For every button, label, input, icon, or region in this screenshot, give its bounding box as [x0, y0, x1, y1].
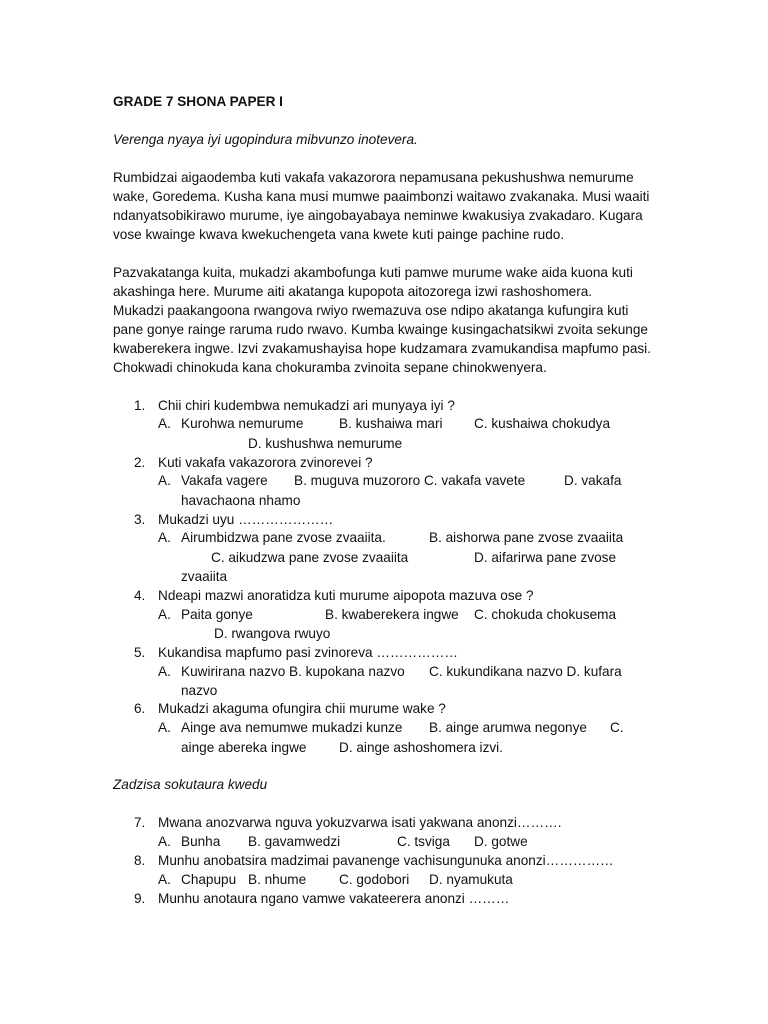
option-b: B. kushaiwa mari	[339, 416, 443, 431]
option-a: Vakafa vagere	[181, 473, 268, 488]
option-c: C. chokuda chokusema	[474, 607, 617, 622]
question-number: 4.	[134, 588, 146, 603]
paragraph-line: akashinga here. Murume aiti akatanga kupopota aitozorega izwi rashoshomera.	[113, 284, 593, 299]
question-number: 3.	[134, 512, 146, 527]
option-d: D. vakafa	[564, 473, 622, 488]
paragraph-line: Rumbidzai aigaodemba kuti vakafa vakazorora nepamusana pekushushwa nemurume	[113, 170, 634, 185]
option-d-continued: zvaaiita	[181, 569, 228, 584]
paragraph-line: Pazvakatanga kuita, mukadzi akambofunga kuti pamwe murume wake aida kuona kuti	[113, 265, 633, 280]
paragraph-line: wake, Goredema. Kusha kana musi mumwe paaimbonzi waitawo zvakanaka. Musi waaiti	[113, 189, 650, 204]
option-d: D. ainge ashoshomera izvi.	[339, 740, 503, 755]
option-a: Kurohwa nemurume	[181, 416, 304, 431]
question-text: Munhu anobatsira madzimai pavanenge vachisungunuka anonzi……………	[158, 853, 614, 868]
option-label: A.	[158, 664, 171, 679]
option-label: A.	[158, 530, 171, 545]
option-d-continued: havachaona nhamo	[181, 493, 301, 508]
option-d-continued: nazvo	[181, 683, 218, 698]
option-c: C. godobori	[339, 872, 410, 887]
paragraph-line: kwaberekera ingwe. Izvi zvakamushayisa hope kudzamara zvamukandisa mapfumo pasi.	[113, 341, 651, 356]
question-text: Mukadzi uyu …………………	[158, 512, 334, 527]
question-number: 7.	[134, 815, 146, 830]
option-a: Airumbidzwa pane zvose zvaaiita.	[181, 530, 386, 545]
question-number: 8.	[134, 853, 146, 868]
option-b: B. gavamwedzi	[248, 834, 341, 849]
option-label: A.	[158, 607, 171, 622]
question-text: Munhu anotaura ngano vamwe vakateerera anonzi ………	[158, 891, 510, 906]
option-a: Chapupu	[181, 872, 237, 887]
option-c: C. aikudzwa pane zvose zvaaiita	[211, 550, 409, 565]
page-title: GRADE 7 SHONA PAPER I	[113, 94, 283, 109]
option-b: B. aishorwa pane zvose zvaaiita	[429, 530, 624, 545]
option-b: B. nhume	[248, 872, 307, 887]
option-c: C. tsviga	[397, 834, 450, 849]
paragraph-line: Chokwadi chinokuda kana chokuramba zvinoita sepane chinokwenyera.	[113, 360, 547, 375]
question-number: 6.	[134, 701, 146, 716]
question-number: 2.	[134, 455, 146, 470]
instruction-read: Verenga nyaya iyi ugopindura mibvunzo inotevera.	[113, 132, 418, 147]
question-number: 9.	[134, 891, 146, 906]
option-a: Ainge ava nemumwe mukadzi kunze	[181, 720, 403, 735]
option-d: D. aifarirwa pane zvose	[474, 550, 617, 565]
option-d: D. rwangova rwuyo	[214, 626, 331, 641]
paragraph-line: pane gonye rainge raruma rudo rwavo. Kumba kwainge kusingachatsikwi zvoita sekunge	[113, 322, 648, 337]
instruction-complete: Zadzisa sokutaura kwedu	[113, 777, 268, 792]
option-c: C. kushaiwa chokudya	[474, 416, 611, 431]
question-text: Kuti vakafa vakazorora zvinorevei ?	[158, 455, 373, 470]
option-b: B. ainge arumwa negonye	[429, 720, 587, 735]
option-d: D. gotwe	[474, 834, 528, 849]
question-text: Mukadzi akaguma ofungira chii murume wake ?	[158, 701, 446, 716]
question-text: Ndeapi mazwi anoratidza kuti murume aipopota mazuva ose ?	[158, 588, 534, 603]
question-text: Kukandisa mapfumo pasi zvinoreva ………………	[158, 645, 458, 660]
option-label: A.	[158, 834, 171, 849]
option-a-b: Kuwirirana nazvo B. kupokana nazvo	[181, 664, 405, 679]
option-c-d: C. kukundikana nazvo D. kufara	[429, 664, 622, 679]
paragraph-line: ndanyatsobikirawo murume, iye aingobayabaya neminwe kwakusiya zvakadaro. Kugara	[113, 208, 643, 223]
option-b: B. kwaberekera ingwe	[325, 607, 459, 622]
question-text: Chii chiri kudembwa nemukadzi ari munyaya iyi ?	[158, 398, 455, 413]
option-d: D. kushushwa nemurume	[248, 436, 403, 451]
option-c: ainge abereka ingwe	[181, 740, 307, 755]
question-number: 1.	[134, 398, 146, 413]
paragraph-line: Mukadzi paakangoona rwangova rwiyo rwemazuva ose ndipo akatanga kufungira kuti	[113, 303, 629, 318]
paragraph-line: vose kwainge kwava kwekuchengeta vana kwete kuti painge pachine rudo.	[113, 227, 565, 242]
option-label: A.	[158, 872, 171, 887]
option-c-label: C.	[610, 720, 624, 735]
option-label: A.	[158, 416, 171, 431]
question-number: 5.	[134, 645, 146, 660]
option-a: Paita gonye	[181, 607, 253, 622]
option-label: A.	[158, 720, 171, 735]
option-d: D. nyamukuta	[429, 872, 513, 887]
question-text: Mwana anozvarwa nguva yokuzvarwa isati yakwana anonzi……….	[158, 815, 562, 830]
option-a: Bunha	[181, 834, 221, 849]
option-b-c: B. muguva muzororo C. vakafa vavete	[294, 473, 526, 488]
option-label: A.	[158, 473, 171, 488]
